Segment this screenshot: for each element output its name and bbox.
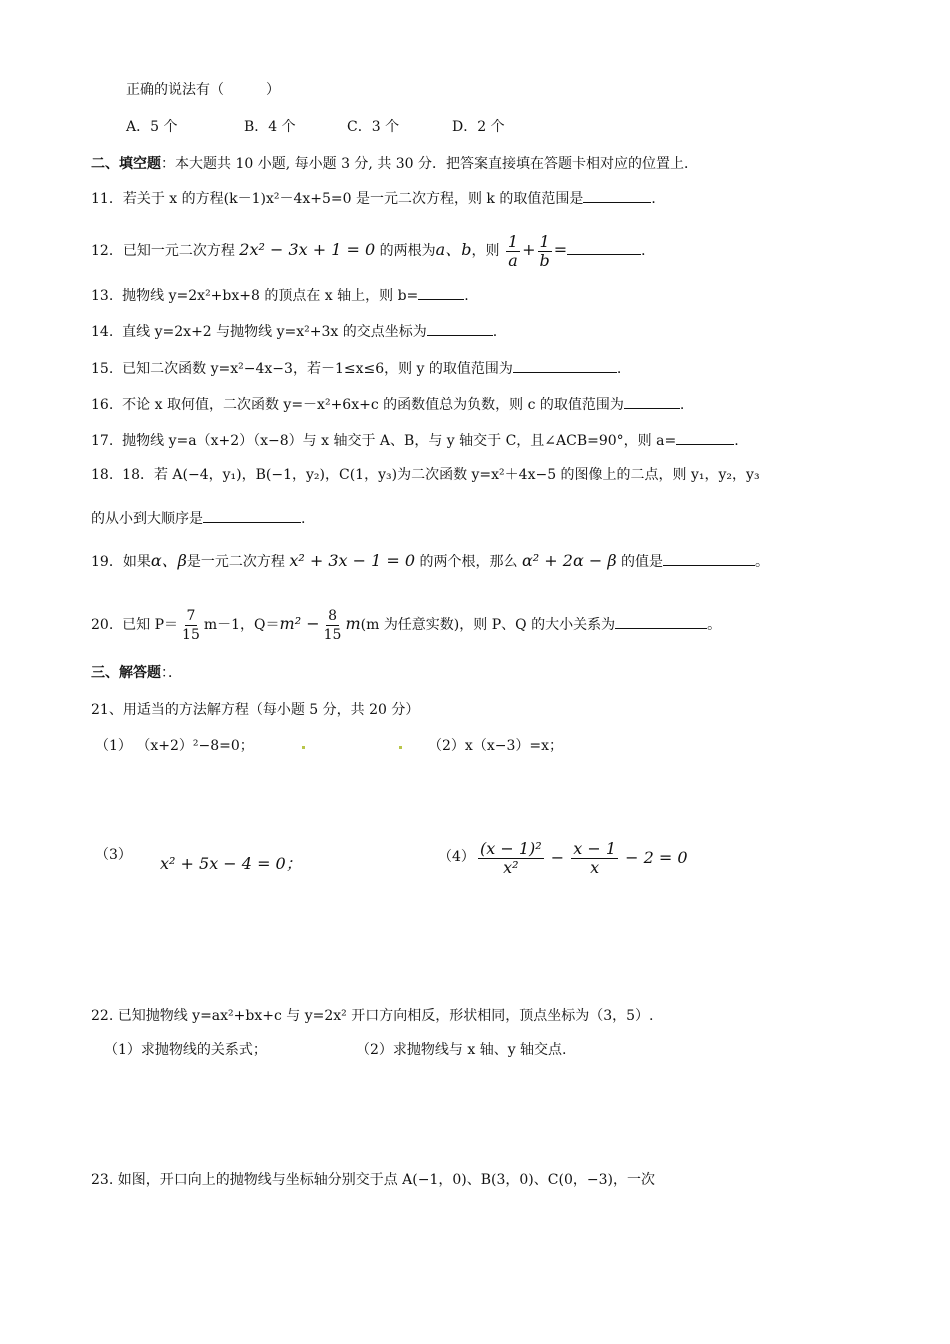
q12-then: ，则 — [471, 243, 500, 259]
q20-q-num: 8 — [328, 607, 337, 624]
q20-p-den: 15 — [182, 626, 200, 643]
q13-text: 抛物线 y=2x²+bx+8 的顶点在 x 轴上，则 b= — [122, 288, 419, 304]
q14-number: 14. — [91, 324, 114, 340]
q12-fraction-b — [538, 233, 552, 270]
q11-end: ． — [651, 191, 666, 207]
q12-equals: = — [553, 240, 568, 259]
question-10-stem: 正确的说法有（ ） — [126, 82, 280, 98]
q21-p4-tail: − 2 = 0 — [625, 848, 688, 867]
scan-artifact-dot — [302, 746, 305, 749]
question-19 — [91, 546, 769, 577]
q10-option-d: D．2 个 — [452, 119, 505, 135]
q18-end: . — [301, 511, 306, 527]
q19-expression: α² + 2α − β — [521, 551, 617, 570]
q13-end: . — [464, 288, 469, 304]
q14-end: . — [492, 324, 498, 340]
q20-p-post: m－1，Q＝ — [203, 617, 280, 633]
q21-p4-fraction-2 — [571, 840, 618, 877]
q16-answer-blank — [624, 394, 680, 409]
section-3-header — [91, 663, 182, 683]
q21-part-3-equation: x² + 5x − 4 = 0； — [160, 854, 302, 873]
question-17 — [91, 430, 739, 451]
q17-number: 17. — [91, 433, 114, 449]
q21-part-4-equation — [476, 840, 688, 877]
q15-number: 15. — [91, 361, 114, 377]
q14-text: 直线 y=2x+2 与抛物线 y=x²+3x 的交点坐标为 — [122, 324, 427, 340]
question-18-line2 — [91, 508, 305, 529]
q21-p4-f2-den: x — [590, 858, 600, 877]
question-12 — [91, 232, 655, 270]
q12-fb-num: 1 — [539, 231, 550, 251]
q21-p4-f1-den: x² — [503, 858, 519, 877]
scan-artifact-dot — [399, 746, 402, 749]
q18-answer-blank — [203, 508, 301, 523]
q10-option-b: B．4 个 — [244, 119, 296, 135]
q19-answer-blank — [663, 551, 755, 566]
q21-part-3-number: （3） — [95, 847, 132, 863]
q16-end: . — [679, 397, 685, 413]
q13-number: 13. — [91, 288, 114, 304]
q19-pre: 如果 — [122, 554, 151, 570]
q12-fraction-a — [506, 233, 520, 270]
section-2-heading: 二、填空题 — [91, 156, 161, 172]
q19-post: 的值是 — [621, 554, 664, 570]
question-18-line1 — [91, 465, 760, 485]
question-11 — [91, 188, 665, 209]
q20-p-pre: 已知 P＝ — [122, 617, 179, 633]
q16-number: 16. — [91, 397, 114, 413]
section-2-desc: ：本大题共 10 小题, 每小题 3 分, 共 30 分．把答案直接填在答题卡相对应的位置上． — [161, 156, 699, 172]
q21-p2-number: （2） — [428, 738, 465, 754]
q11-number: 11． — [91, 191, 123, 207]
q12-fa-den: a — [508, 250, 518, 270]
q17-text: 抛物线 y=a（x+2）（x−8）与 x 轴交于 A、B，与 y 轴交于 C，且∠ACB=90°，则 a= — [122, 433, 677, 449]
q20-q-fraction — [322, 607, 344, 644]
q12-answer-blank — [567, 240, 641, 255]
question-23: 23. 如图，开口向上的抛物线与坐标轴分别交于点 A(−1，0)、B(3，0)、C(0，−3)，一次 — [91, 1172, 655, 1188]
q21-p2-text: x（x−3）=x； — [464, 738, 563, 754]
q18-text-2: 的从小到大顺序是 — [91, 511, 203, 527]
q18-number: 18. — [91, 467, 114, 483]
q21-p1-text: （x+2）²−8=0； — [136, 738, 254, 754]
q20-q-post: m — [345, 614, 361, 633]
q19-mid2: 的两个根，那么 — [419, 554, 518, 570]
q15-answer-blank — [513, 358, 617, 373]
q19-end: 。 — [755, 554, 770, 570]
q12-equation: 2x² − 3x + 1 = 0 — [239, 240, 376, 259]
q12-pre: 已知一元二次方程 — [122, 243, 235, 259]
section-2-header — [91, 154, 698, 174]
q14-answer-blank — [427, 321, 493, 336]
q18-text: 18．若 A(−4，y₁)，B(−1，y₂)，C(1，y₃)为二次函数 y=x²＋4x−5 的图像上的二点，则 y₁，y₂，y₃ — [122, 467, 760, 483]
section-3-heading: 三、解答题 — [91, 665, 161, 681]
q16-text: 不论 x 取何值，二次函数 y=－x²+6x+c 的函数值总为负数，则 c 的取值范围为 — [122, 397, 624, 413]
question-16 — [91, 394, 684, 415]
q21-part-2 — [428, 736, 563, 756]
q21-p4-f2-num: x − 1 — [573, 839, 617, 858]
section-3-tail: ：． — [161, 665, 182, 681]
q12-fb-den: b — [539, 250, 550, 270]
q12-number: 12． — [91, 243, 123, 259]
q10-option-a: A．5 个 — [126, 119, 178, 135]
q21-p4-fraction-1 — [478, 840, 544, 877]
q15-end: . — [616, 361, 622, 377]
q21-p4-minus: − — [550, 848, 565, 867]
q20-p-num: 7 — [186, 607, 196, 624]
q21-part-4-number: （4） — [438, 849, 475, 865]
q12-end: ． — [641, 243, 656, 259]
question-15 — [91, 358, 621, 379]
q21-part-1 — [95, 736, 254, 756]
q20-text: (m 为任意实数)，则 P、Q 的大小关系为 — [360, 617, 616, 633]
q17-answer-blank — [676, 430, 734, 445]
q15-text: 已知二次函数 y=x²−4x−3，若－1≤x≤6，则 y 的取值范围为 — [122, 361, 513, 377]
q20-number: 20. — [91, 617, 114, 633]
question-14 — [91, 321, 497, 342]
q19-equation: x² + 3x − 1 = 0 — [289, 551, 416, 570]
q20-q-den: 15 — [323, 626, 342, 643]
question-22: 22. 已知抛物线 y=ax²+bx+c 与 y=2x² 开口方向相反，形状相同，顶点坐标为（3，5）. — [91, 1008, 654, 1024]
q19-mid: 是一元二次方程 — [186, 554, 285, 570]
question-13 — [91, 285, 469, 306]
q12-fa-num: 1 — [507, 231, 519, 251]
q19-number: 19． — [91, 554, 123, 570]
q11-answer-blank — [583, 188, 651, 203]
q12-mid: 的两根为 — [379, 243, 436, 259]
q19-alpha-beta: α、β — [150, 551, 187, 570]
q21-p4-f1-num: (x − 1)² — [480, 839, 542, 858]
q22-sub-1: （1）求抛物线的关系式； — [104, 1042, 267, 1058]
q17-end: . — [734, 433, 739, 449]
q13-answer-blank — [418, 285, 464, 300]
q12-plus: + — [522, 240, 536, 259]
q11-text: 若关于 x 的方程(k－1)x²－4x+5=0 是一元二次方程，则 k 的取值范围是 — [122, 191, 584, 207]
q20-answer-blank — [615, 614, 707, 629]
q22-sub-2: （2）求抛物线与 x 轴、y 轴交点. — [356, 1042, 567, 1058]
q12-roots: a、b — [435, 240, 472, 259]
q10-option-c: C．3 个 — [347, 119, 400, 135]
question-21-title: 21、用适当的方法解方程（每小题 5 分，共 20 分） — [91, 702, 420, 718]
q21-p1-number: （1） — [95, 738, 132, 754]
q20-p-fraction — [180, 607, 202, 644]
question-20 — [91, 604, 721, 645]
q20-q-pre: m² − — [279, 614, 320, 633]
q20-end: 。 — [707, 617, 722, 633]
